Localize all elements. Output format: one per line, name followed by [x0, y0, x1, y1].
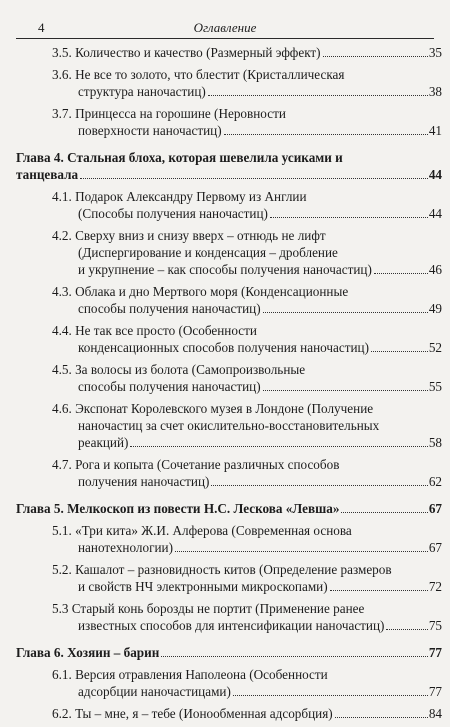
dot-leader — [233, 695, 428, 696]
toc-entry-text: 4.3. Облака и дно Мертвого моря (Конденсационные — [52, 284, 349, 299]
toc-page-number: 44 — [428, 167, 442, 182]
toc-section-entry — [52, 522, 442, 556]
toc-entry-text: 4.7. Рога и копыта (Сочетание различных способов — [52, 457, 340, 472]
toc-entry-text: способы получения наночастиц) — [78, 301, 261, 316]
dot-leader — [323, 56, 428, 57]
dot-leader — [263, 312, 428, 313]
toc-entry-text: 6.2. Ты – мне, я – тебе (Ионообменная адсорбция) — [52, 706, 333, 721]
dot-leader — [224, 134, 428, 135]
toc-page-number: 38 — [428, 84, 442, 99]
toc-entry-text: реакций) — [78, 435, 129, 450]
toc-page-number: 75 — [428, 618, 442, 633]
toc-section-entry — [52, 66, 442, 100]
toc-entry-text: Глава 4. Стальная блоха, которая шевелила усиками и — [16, 150, 343, 165]
dot-leader — [80, 178, 428, 179]
toc-page-number: 62 — [428, 474, 442, 489]
toc-entry-text: наночастиц за счет окислительно-восстановительных — [78, 418, 380, 433]
dot-leader — [386, 629, 427, 630]
toc-entry-text: 4.2. Сверху вниз и снизу вверх – отнюдь не лифт — [52, 228, 326, 243]
toc-entry-text: 5.3 Старый конь борозды не портит (Применение ранее — [52, 601, 365, 616]
dot-leader — [371, 351, 428, 352]
toc-page-number: 72 — [428, 579, 442, 594]
toc-section-entry — [52, 666, 442, 700]
toc-section-entry — [52, 105, 442, 139]
toc-page-number: 77 — [428, 645, 442, 660]
toc-chapter-entry — [16, 149, 442, 183]
toc-entry-text: конденсационных способов получения наночастиц) — [78, 340, 370, 355]
toc-section-entry — [52, 456, 442, 490]
toc-entry-text: получения наночастиц) — [78, 474, 210, 489]
dot-leader — [341, 512, 427, 513]
dot-leader — [263, 390, 428, 391]
toc-chapter-entry — [16, 644, 442, 661]
toc-entry-text: (Диспергирование и конденсация – дробление — [78, 245, 338, 260]
page-number: 4 — [38, 20, 45, 35]
dot-leader — [330, 590, 428, 591]
toc-section-entry — [52, 400, 442, 451]
dot-leader — [208, 95, 428, 96]
toc-page-number: 84 — [428, 706, 442, 721]
toc-page-number: 46 — [428, 262, 442, 277]
dot-leader — [130, 446, 427, 447]
toc-entry-text: 3.5. Количество и качество (Размерный эффект) — [52, 45, 321, 60]
dot-leader — [374, 273, 428, 274]
toc-page-number: 67 — [428, 540, 442, 555]
toc-page-number: 55 — [428, 379, 442, 394]
toc-section-entry — [52, 322, 442, 356]
dot-leader — [335, 717, 428, 718]
toc-section-entry — [52, 600, 442, 634]
toc-section-entry — [52, 361, 442, 395]
toc-entry-text: Глава 5. Мелкоскоп из повести Н.С. Лескова «Левша» — [16, 501, 340, 516]
toc-page-number: 49 — [428, 301, 442, 316]
toc-entry-text: 5.1. «Три кита» Ж.И. Алферова (Современная основа — [52, 523, 352, 538]
toc-entry-text: поверхности наночастиц) — [78, 123, 222, 138]
toc-entry-text: адсорбции наночастицами) — [78, 684, 231, 699]
toc-section-entry — [52, 227, 442, 278]
toc-chapter-entry — [16, 500, 442, 517]
toc-entry-text: 4.4. Не так все просто (Особенности — [52, 323, 257, 338]
toc-section-entry — [52, 561, 442, 595]
table-of-contents — [16, 44, 442, 727]
toc-entry-text: 6.1. Версия отравления Наполеона (Особенности — [52, 667, 328, 682]
dot-leader — [270, 217, 428, 218]
toc-page-number: 52 — [428, 340, 442, 355]
toc-entry-text: 5.2. Кашалот – разновидность китов (Определение размеров — [52, 562, 392, 577]
toc-entry-text: 4.5. За волосы из болота (Самопроизвольные — [52, 362, 306, 377]
toc-entry-text: Глава 6. Хозяин – барин — [16, 645, 160, 660]
toc-entry-text: известных способов для интенсификации наночастиц) — [78, 618, 385, 633]
toc-page-number: 44 — [428, 206, 442, 221]
toc-page-number: 35 — [428, 45, 442, 60]
toc-entry-text: способы получения наночастиц) — [78, 379, 261, 394]
toc-entry-text: структура наночастиц) — [78, 84, 206, 99]
running-header — [16, 18, 434, 39]
running-title: Оглавление — [193, 20, 257, 35]
toc-page-number: 41 — [428, 123, 442, 138]
dot-leader — [175, 551, 428, 552]
toc-page-number: 67 — [428, 501, 442, 516]
toc-entry-text: 3.7. Принцесса на горошине (Неровности — [52, 106, 286, 121]
toc-section-entry — [52, 283, 442, 317]
dot-leader — [211, 485, 427, 486]
toc-entry-text: 3.6. Не все то золото, что блестит (Кристаллическая — [52, 67, 345, 82]
toc-entry-text: 4.1. Подарок Александру Первому из Англии — [52, 189, 307, 204]
toc-section-entry — [52, 188, 442, 222]
toc-section-entry — [52, 44, 442, 61]
toc-entry-text: и укрупнение – как способы получения наночастиц) — [78, 262, 372, 277]
dot-leader — [161, 656, 427, 657]
toc-page-number: 77 — [428, 684, 442, 699]
toc-entry-text: 4.6. Экспонат Королевского музея в Лондоне (Получение — [52, 401, 374, 416]
toc-page-number: 58 — [428, 435, 442, 450]
toc-entry-text: танцевала — [16, 167, 79, 182]
toc-entry-text: (Способы получения наночастиц) — [78, 206, 268, 221]
toc-section-entry — [52, 705, 442, 722]
toc-entry-text: нанотехнологии) — [78, 540, 173, 555]
toc-entry-text: и свойств НЧ электронными микроскопами) — [78, 579, 328, 594]
